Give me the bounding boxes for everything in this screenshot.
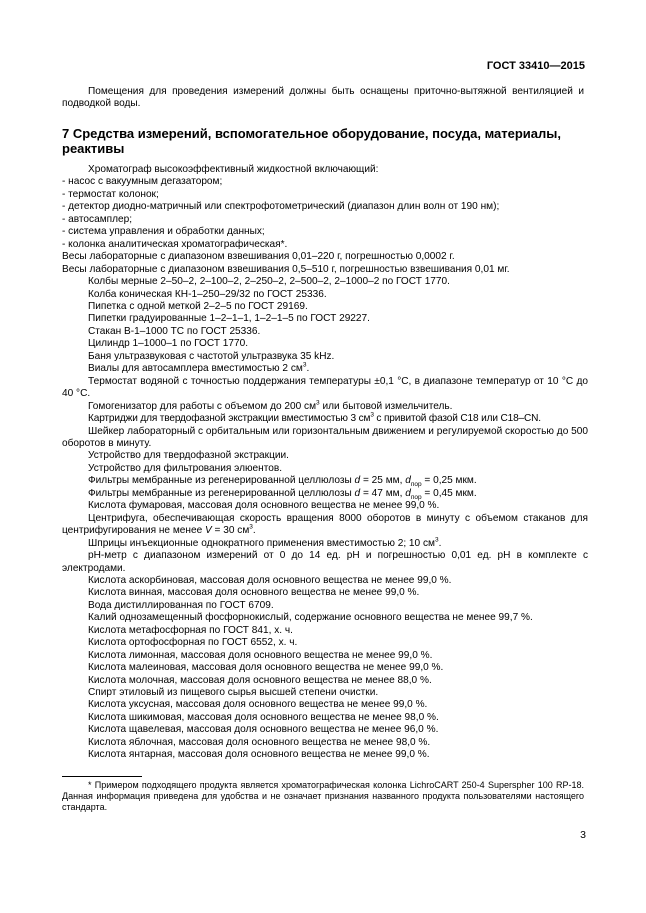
list-item-homogenizer: Гомогенизатор для работы с объемом до 200 $см^3$ или бытовой измельчитель. [88, 399, 453, 412]
list-item: Весы лабораторные с диапазоном взвешивания 0,5–510 г, погрешностью взвешивания 0,01 мг. [62, 263, 510, 275]
list-item: - насос с вакуумным дегазатором; [62, 176, 223, 188]
list-item: Пипетка с одной меткой 2–2–5 по ГОСТ 29169. [88, 300, 308, 312]
list-item: Устройство для твердофазной экстракции. [88, 450, 289, 462]
list-item: Кислота винная, массовая доля основного вещества не менее 99,0 %. [88, 587, 420, 599]
list-item: Кислота ортофосфорная по ГОСТ 6552, х. ч. [88, 637, 298, 649]
standard-code-header: ГОСТ 33410—2015 [486, 60, 585, 72]
list-item: Колбы мерные 2–50–2, 2–100–2, 2–250–2, 2–500–2, 2–1000–2 по ГОСТ 1770. [88, 276, 450, 288]
list-item: Кислота фумаровая, массовая доля основного вещества не менее 99,0 %. [88, 500, 440, 512]
list-item: Колба коническая КН-1–250–29/32 по ГОСТ 25336. [88, 288, 327, 300]
list-item: Кислота яблочная, массовая доля основного вещества не менее 98,0 %. [88, 736, 431, 748]
list-item: Кислота лимонная, массовая доля основного вещества не менее 99,0 %. [88, 649, 433, 661]
list-item: Кислота щавелевая, массовая доля основного вещества не менее 96,0 %. [88, 724, 439, 736]
list-item-centrifuge: Центрифуга, обеспечивающая скорость вращения 8000 оборотов в минуту с объемом стаканов для центрифугирования не менее V = 30 $см^3$. [62, 512, 588, 537]
list-item-vials: Виалы для автосамплера вместимостью 2 $см^3$. [88, 361, 310, 375]
list-item: - колонка аналитическая хроматографическая*. [62, 238, 288, 250]
list-item-syringes: Шприцы инъекционные однократного применения вместимостью 2; 10 $см^3$. [88, 536, 442, 549]
list-item: Стакан В-1–1000 ТС по ГОСТ 25336. [88, 325, 261, 337]
list-item: - термостат колонок; [62, 188, 159, 200]
list-item: Кислота янтарная, массовая доля основного вещества не менее 99,0 %. [88, 749, 430, 761]
list-item: Калий однозамещенный фосфорнокислый, содержание основного вещества не менее 99,7 %. [88, 612, 533, 624]
list-item: Кислота молочная, массовая доля основного вещества не менее 88,0 %. [88, 674, 432, 686]
list-item: Цилиндр 1–1000–1 по ГОСТ 1770. [88, 338, 249, 350]
section-title: 7 Средства измерений, вспомогательное оборудование, посуда, материалы, реактивы [62, 126, 561, 156]
list-item-ph-meter: pH-метр с диапазоном измерений от 0 до 14 ед. pH и погрешностью 0,01 ед. pH в комплекте с электродами. [62, 550, 588, 574]
intro-paragraph: Помещения для проведения измерений должны быть оснащены приточно-вытяжной вентиляцией и подводкой воды. [62, 86, 584, 110]
list-item: Кислота малеиновая, массовая доля основного вещества не менее 99,0 %. [88, 662, 444, 674]
list-item: Весы лабораторные с диапазоном взвешивания 0,01–220 г, погрешностью 0,0002 г. [62, 251, 455, 263]
list-item-shaker: Шейкер лабораторный с орбитальным или горизонтальным движением и регулируемой скоростью до 500 оборотов в минуту. [62, 425, 588, 449]
list-item: Баня ультразвуковая с частотой ультразвука 35 kHz. [88, 350, 335, 362]
list-item: - автосамплер; [62, 213, 133, 225]
list-item: - детектор диодно-матричный или спектрофотометрический (диапазон длин волн от 190 нм); [62, 201, 500, 213]
list-item-filter-25: Фильтры мембранные из регенерированной целлюлозы d = 25 мм, $d_{пор} = 0,25$ мкм. [88, 475, 477, 489]
list-item: Пипетки градуированные 1–2–1–1, 1–2–1–5 по ГОСТ 29227. [88, 313, 370, 325]
list-item: Вода дистиллированная по ГОСТ 6709. [88, 599, 274, 611]
list-item: Спирт этиловый из пищевого сырья высшей степени очистки. [88, 687, 379, 699]
page-number: 3 [580, 829, 586, 841]
list-item-cartridges: Картриджи для твердофазной экстракции вместимостью 3 $см^3$ с привитой фазой С18 или С18–CN. [88, 411, 541, 425]
list-item: Кислота метафосфорная по ГОСТ 841, х. ч. [88, 624, 293, 636]
list-item: Кислота уксусная, массовая доля основного вещества не менее 99,0 %. [88, 699, 428, 711]
footnote: * Примером подходящего продукта является хроматографическая колонка LichroCART 250-4 Superspher 100 RP-18. Данная информация приведена для удобства и не означает признания названного продукта пользователями настоящего стандарта. [62, 780, 584, 813]
list-item: Кислота аскорбиновая, массовая доля основного вещества не менее 99,0 %. [88, 574, 452, 586]
list-item: Устройство для фильтрования элюентов. [88, 462, 283, 474]
list-item: Хроматограф высокоэффективный жидкостной включающий: [88, 164, 379, 175]
equipment-list [62, 164, 588, 762]
list-item-filter-47: Фильтры мембранные из регенерированной целлюлозы d = 47 мм, $d_{пор} = 0,45$ мкм. [88, 487, 477, 501]
footnote-divider [62, 776, 142, 777]
list-item: - система управления и обработки данных; [62, 226, 265, 238]
intro-block [62, 86, 584, 111]
list-item-thermostat: Термостат водяной с точностью поддержания температуры ±0,1 °С, в диапазоне температур от 10 °С до 40 °С. [62, 375, 588, 400]
list-item: Кислота шикимовая, массовая доля основного вещества не менее 98,0 %. [88, 711, 439, 723]
